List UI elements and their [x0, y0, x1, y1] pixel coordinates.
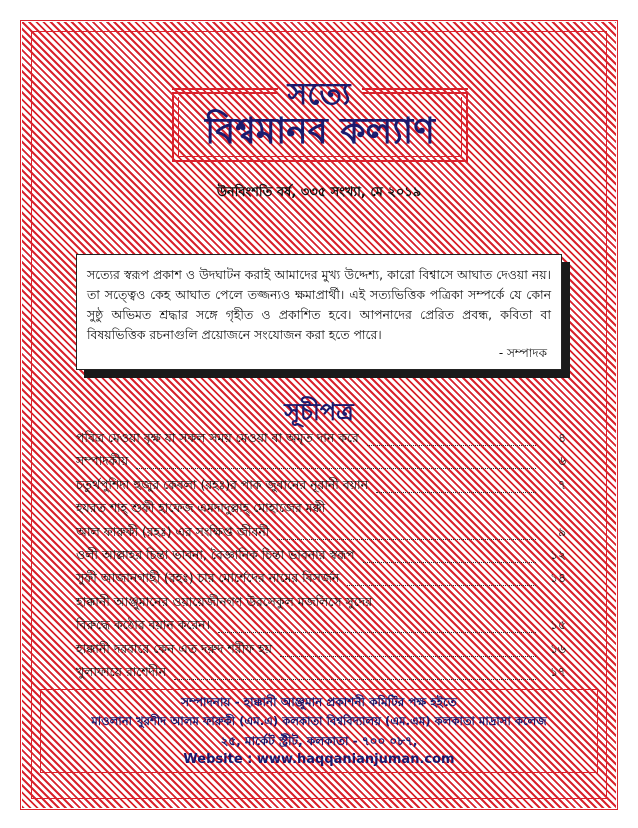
toc-page-number: ১৫: [549, 617, 566, 633]
toc-page-number: ১৬: [549, 640, 566, 656]
toc-entry-title: চতুর্থপুশিদা হুজুর কেবলা (রহঃ)র পাক জুবানের নূরানী বয়ান: [76, 476, 368, 492]
toc-entry-title: সুফী আজানগাছী (রহঃ) চার মোর্শেদের নামের বিসর্জন: [76, 570, 340, 586]
toc-leader-dots: [280, 656, 536, 657]
toc-entry-title: খুলাফায়ে রাশেদীন: [76, 664, 166, 679]
toc-row[interactable]: [76, 430, 566, 450]
footer-address: ২৫, মার্কেট স্ট্রীট, কলকাতা - ৭০০ ০৮৭,: [220, 734, 418, 748]
toc-page-number: ১২: [549, 547, 566, 562]
footer-editor-line: সম্পাদনায় - হাক্কানী আঞ্জুমান প্রকাশনী কমিটির পক্ষ হইতে: [181, 695, 457, 709]
toc-page-number: ১৭: [549, 664, 566, 679]
notice-signature: - সম্পাদক: [498, 346, 547, 360]
toc-row[interactable]: [76, 524, 566, 544]
toc-row[interactable]: [76, 641, 566, 661]
toc-leader-dots: [367, 445, 536, 446]
footer-editor-name: মাওলানা খুরশীদ আলম ফারুকী (এম.এ) কলকাতা বিশ্ববিদ্যালয় (এম.এম) কলকাতা মাদ্রাসা কলেজ: [91, 714, 547, 728]
toc-leader-dots: [218, 632, 536, 633]
toc-entry-title: ওলী আল্লাহর চিন্তা ভাবনা, বৈজ্ঞানিক চিন্তা ভাবনার স্বরূপ: [76, 547, 355, 562]
toc-leader-dots: [376, 492, 536, 493]
toc-row[interactable]: [76, 477, 566, 497]
toc-entry-title: হাক্কানী আঞ্জুমানের ওয়ায়েজীনগণ উরসেকুল মজলিসে সুদের: [76, 593, 373, 609]
toc-row[interactable]: [76, 453, 566, 473]
toc-leader-dots: [174, 679, 536, 680]
toc-row[interactable]: [76, 570, 566, 590]
toc-leader-dots: [136, 468, 536, 469]
toc-page-number: ৬: [557, 453, 566, 469]
magazine-title: বিশ্বমানব কল্যাণ: [204, 110, 436, 152]
toc-entry-title: বিরুদ্ধে কঠোর বয়ান করেন।: [76, 617, 210, 633]
toc-page-number: ১৪: [549, 570, 566, 586]
footer-box: [40, 689, 598, 773]
toc-row[interactable]: [76, 664, 566, 684]
toc-row[interactable]: [76, 594, 566, 614]
toc-leader-dots: [277, 539, 536, 540]
toc-entry-title: আল ফারুকী (রহঃ) এর সংক্ষিপ্ত জীবনী: [76, 523, 270, 539]
toc-page-number: ৭: [557, 476, 566, 492]
toc-entry-title: হযরত শাহ্ শুফী হাফেজ এমদাদুল্লাহ্ মোহাজের মক্কী: [76, 500, 326, 516]
footer-website[interactable]: Website : www.haqqanianjuman.com: [183, 752, 455, 767]
toc-leader-dots: [363, 562, 537, 563]
toc-row[interactable]: [76, 500, 566, 520]
toc-page-number: ৪: [557, 430, 566, 445]
title-top: সত্যে: [287, 77, 351, 112]
toc-heading: সূচীপত্র: [284, 397, 354, 426]
toc-row[interactable]: [76, 617, 566, 637]
notice-box: [76, 254, 562, 370]
toc-row[interactable]: [76, 547, 566, 567]
toc-entry-title: হাক্কানী দরবারে কেন এত দরুদ শরীফ হয়: [76, 640, 272, 656]
toc-page-number: ৯: [557, 523, 566, 539]
toc-entry-title: সম্পাদকীয়: [76, 453, 129, 469]
notice-text: সত্যের স্বরূপ প্রকাশ ও উদঘাটন করাই আমাদের মুখ্য উদ্দেশ্য, কারো বিশ্বাসে আঘাত দেওয়া নয়। তা সত্ত্বেও কেহ আঘাত পেলে তজ্জন্যও ক্ষমাপ্রার্থী। এই সত্যভিত্তিক পত্রিকা সম্পর্কে যে কোন সুষ্ঠু অভিমত শ্রদ্ধার সঙ্গে গৃহীত ও প্রকাশিত হবে। আপনাদের প্রেরিত প্রবন্ধ, কবিতা বা বিষয়ভিত্তিক রচনাগুলি প্রয়োজনে সংযোজন করা হতে পারে।: [87, 267, 551, 342]
toc-entry-title: পবিত্র মেওয়া বৃক্ষ যা সকল সময় মেওয়া বা অমৃত দান করে: [76, 430, 359, 445]
toc-leader-dots: [347, 585, 536, 586]
issue-line: উনবিংশতি বর্ষ, ৩৩৫ সংখ্যা, মে ২০১৯: [216, 185, 422, 200]
